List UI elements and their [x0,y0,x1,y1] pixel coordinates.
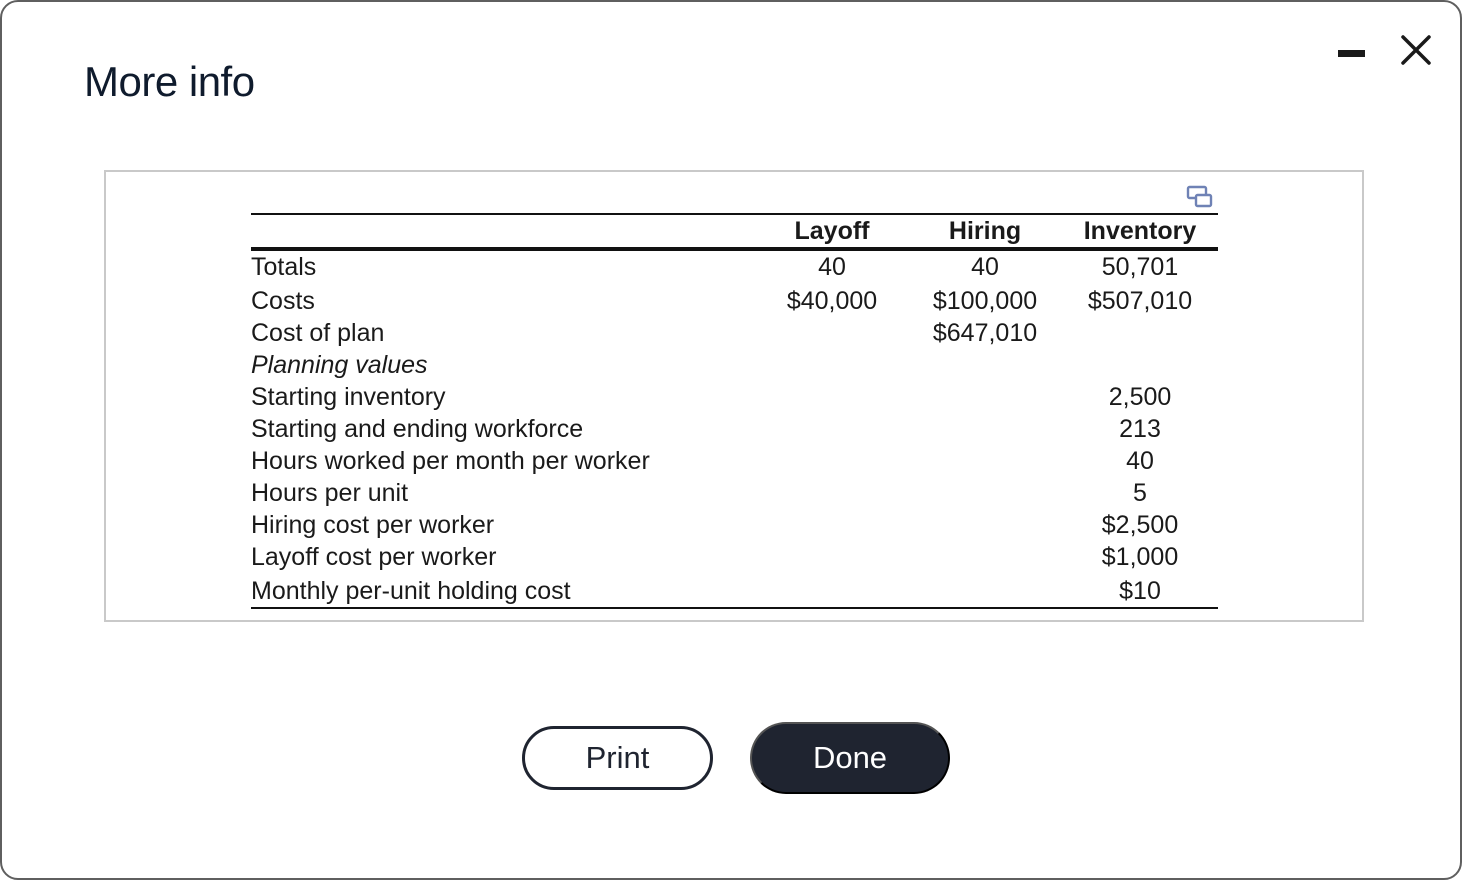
header-inventory: Inventory [1083,217,1197,245]
row-label-hours-per-month: Hours worked per month per worker [251,447,650,475]
costs-layoff: $40,000 [786,287,878,315]
holding-cost-value: $10 [1119,577,1161,605]
row-label-hours-per-unit: Hours per unit [251,479,409,507]
copy-table-icon[interactable] [1186,185,1214,209]
row-label-cost-of-plan: Cost of plan [251,319,385,347]
cost-of-plan-value: $647,010 [932,319,1038,347]
row-label-holding-cost: Monthly per-unit holding cost [251,577,571,605]
dialog-title: More info [84,58,255,105]
header-hiring: Hiring [948,217,1022,245]
hiring-cost-value: $2,500 [1101,511,1179,539]
done-button[interactable]: Done [750,722,950,794]
starting-inventory-value: 2,500 [1108,383,1172,411]
minimize-button[interactable] [1335,30,1367,70]
layoff-cost-value: $1,000 [1101,543,1179,571]
row-label-hiring-cost: Hiring cost per worker [251,511,495,539]
hours-per-month-value: 40 [1126,447,1154,475]
table-bottom-rule [251,607,1218,609]
close-icon [1396,30,1436,70]
row-label-starting-inventory: Starting inventory [251,383,446,411]
totals-layoff: 40 [818,253,846,281]
close-button[interactable] [1396,30,1436,70]
row-label-workforce: Starting and ending workforce [251,415,584,443]
minimize-icon [1338,50,1365,57]
print-button[interactable]: Print [522,726,713,790]
row-label-totals: Totals [251,253,317,281]
row-label-costs: Costs [251,287,315,315]
row-label-planning-values: Planning values [251,351,428,379]
table-header-rule [251,247,1218,251]
costs-hiring: $100,000 [932,287,1038,315]
hours-per-unit-value: 5 [1133,479,1147,507]
table-top-rule [251,213,1218,215]
row-label-layoff-cost: Layoff cost per worker [251,543,497,571]
header-layoff: Layoff [794,217,870,245]
costs-inventory: $507,010 [1087,287,1193,315]
totals-inventory: 50,701 [1101,253,1179,281]
totals-hiring: 40 [971,253,999,281]
workforce-value: 213 [1119,415,1161,443]
